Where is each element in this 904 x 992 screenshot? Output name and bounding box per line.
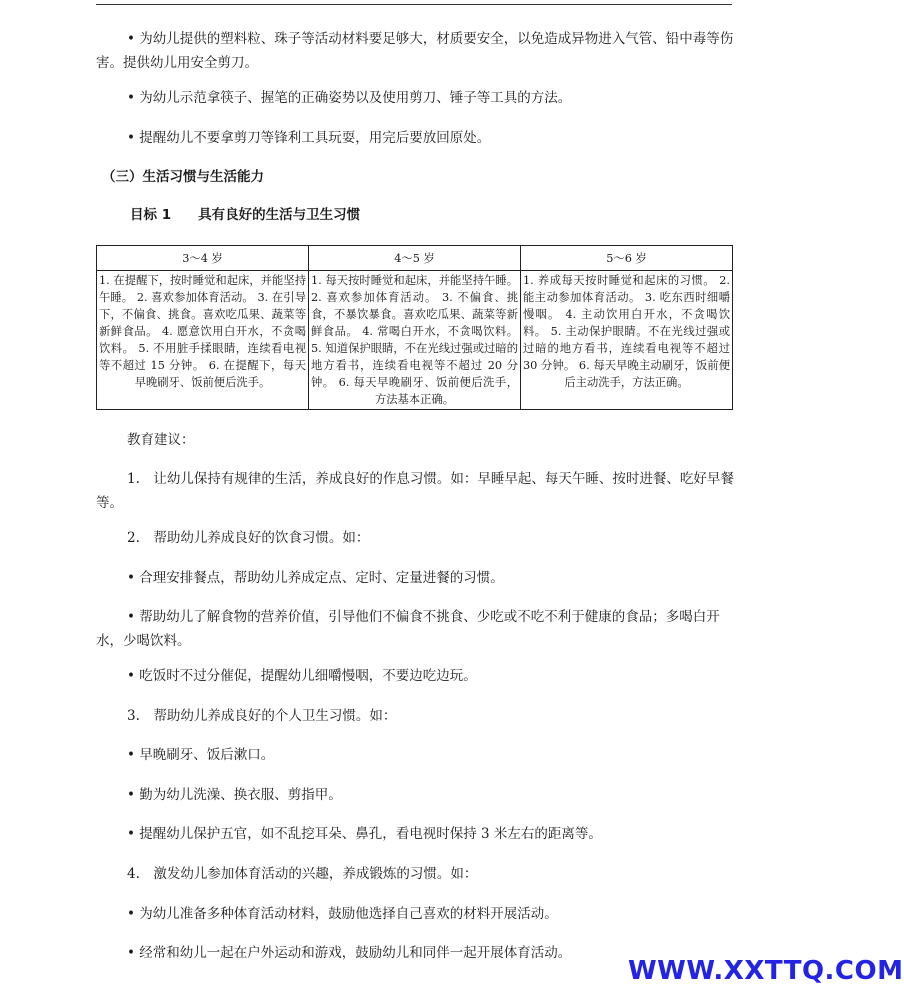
header-age-4-5: 4～5 岁 [309, 246, 521, 271]
cell-age-3-4: 1. 在提醒下，按时睡觉和起床，并能坚持午睡。 2. 喜欢参加体育活动。 3. 在引导下，不偏食、挑食。喜欢吃瓜果、蔬菜等新鲜食品。 4. 愿意饮用白开水，不贪喝饮料。 5. 不用脏手揉眼睛，连续看电视等不超过 15 分钟。 6. 在提醒下，每天早晚刷牙、饭前便后洗手。 [97, 271, 309, 410]
advice-3-bullet-2: • 勤为幼儿洗澡、换衣服、剪指甲。 [127, 787, 342, 803]
advice-2-bullet-2: • 帮助幼儿了解食物的营养价值，引导他们不偏食不挑食、少吃或不吃不利于健康的食品；多喝白开水，少喝饮料。 [96, 609, 720, 649]
advice-3-bullet-3: • 提醒幼儿保护五官，如不乱挖耳朵、鼻孔，看电视时保持 3 米左右的距离等。 [127, 826, 602, 842]
cell-age-4-5: 1. 每天按时睡觉和起床，并能坚持午睡。 2. 喜欢参加体育活动。 3. 不偏食、挑食，不暴饮暴食。喜欢吃瓜果、蔬菜等新鲜食品。 4. 常喝白开水，不贪喝饮料。 5. 知道保护眼睛，不在光线过强或过暗的地方看书，连续看电视等不超过 20 分钟。 6. 每天早晚刷牙、饭前便后洗手，方法基本正确。 [309, 271, 521, 410]
paragraph-materials-safety: • 为幼儿提供的塑料粒、珠子等活动材料要足够大，材质要安全，以免造成异物进入气管、铅中毒等伤害。提供幼儿用安全剪刀。 [96, 31, 734, 71]
advice-item-2: 2. 帮助幼儿养成良好的饮食习惯。如： [127, 530, 370, 546]
advice-item-4: 4. 激发幼儿参加体育活动的兴趣，养成锻炼的习惯。如： [127, 866, 478, 882]
cell-age-5-6: 1. 养成每天按时睡觉和起床的习惯。 2. 能主动参加体育活动。 3. 吃东西时细嚼慢咽。 4. 主动饮用白开水，不贪喝饮料。 5. 主动保护眼睛。不在光线过强或过暗的地方看书，连续看电视等不超过 30 分钟。 6. 每天早晚主动刷牙，饭前便后主动洗手，方法正确。 [521, 271, 733, 410]
age-goal-table [96, 245, 733, 410]
advice-2-bullet-3: • 吃饭时不过分催促，提醒幼儿细嚼慢咽，不要边吃边玩。 [127, 668, 477, 684]
advice-item-3: 3. 帮助幼儿养成良好的个人卫生习惯。如： [127, 708, 397, 724]
header-age-5-6: 5～6 岁 [521, 246, 733, 271]
advice-4-bullet-1: • 为幼儿准备多种体育活动材料，鼓励他选择自己喜欢的材料开展活动。 [127, 906, 558, 922]
table-header-row [97, 246, 733, 271]
top-rule [96, 4, 732, 5]
paragraph-tool-reminder: • 提醒幼儿不要拿剪刀等锋利工具玩耍，用完后要放回原处。 [127, 130, 491, 146]
watermark: WWW.XXTTQ.COM [628, 956, 904, 986]
goal-heading: 目标 1 具有良好的生活与卫生习惯 [130, 207, 361, 223]
advice-4-bullet-2: • 经常和幼儿一起在户外运动和游戏，鼓励幼儿和同伴一起开展体育活动。 [127, 945, 572, 961]
paragraph-tool-demo: • 为幼儿示范拿筷子、握笔的正确姿势以及使用剪刀、锤子等工具的方法。 [127, 90, 572, 106]
advice-2-bullet-1: • 合理安排餐点，帮助幼儿养成定点、定时、定量进餐的习惯。 [127, 570, 504, 586]
advice-item-1: 1. 让幼儿保持有规律的生活，养成良好的作息习惯。如：早睡早起、每天午睡、按时进餐、吃好早餐等。 [96, 471, 734, 511]
advice-3-bullet-1: • 早晚刷牙、饭后漱口。 [127, 747, 275, 763]
table-row [97, 271, 733, 410]
advice-label: 教育建议： [127, 432, 195, 448]
section-heading: （三）生活习惯与生活能力 [102, 169, 264, 185]
header-age-3-4: 3～4 岁 [97, 246, 309, 271]
